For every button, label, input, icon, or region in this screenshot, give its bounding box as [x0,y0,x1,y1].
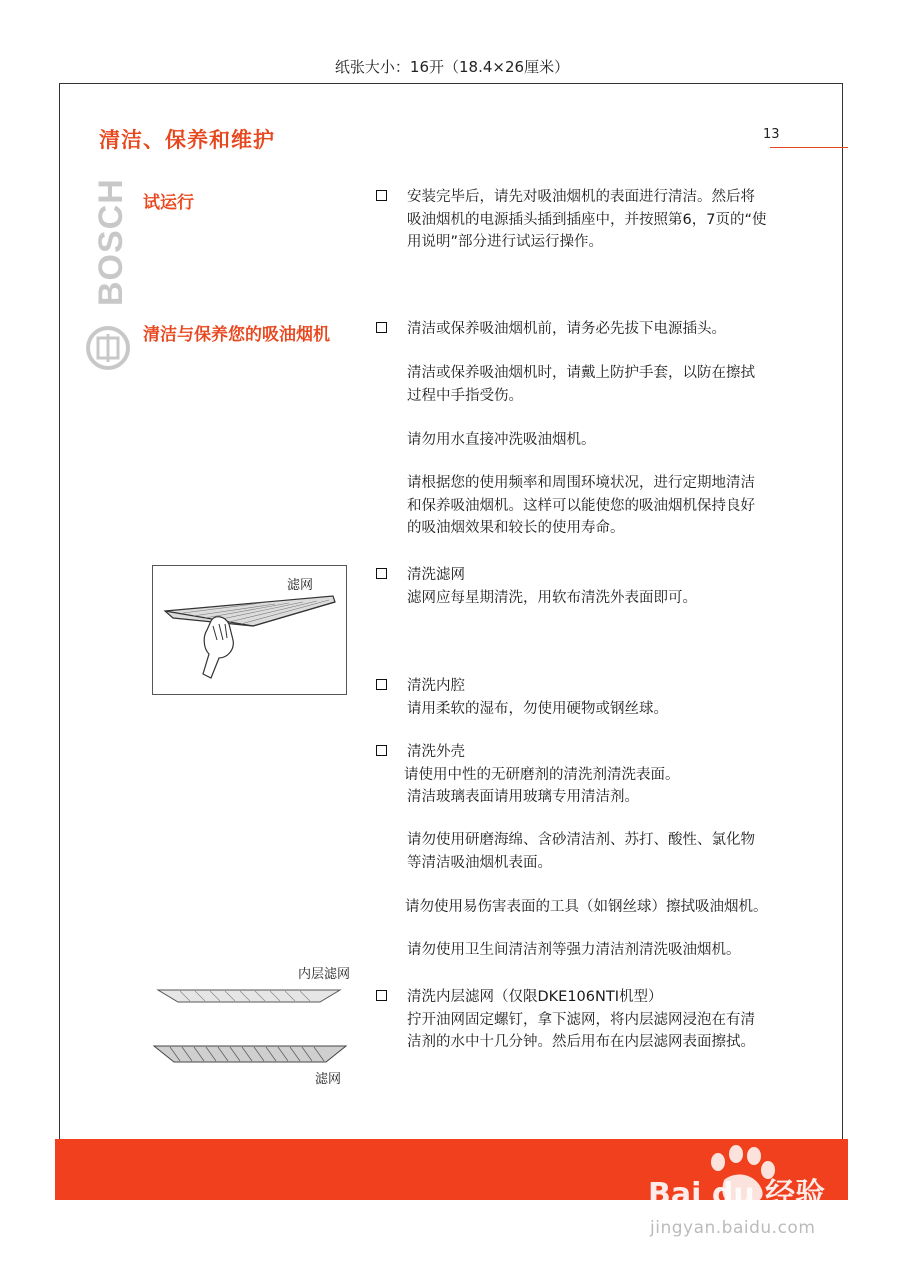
list-item [376,675,816,720]
list-item [376,829,816,874]
item-text: 请使用中性的无研磨剂的清洗剂清洗表面。 [404,766,680,783]
paper-size-note: 纸张大小：16开（18.4×26厘米） [334,58,570,76]
list-item [376,186,816,254]
list-item [376,896,836,919]
item-text: 请勿用水直接冲洗吸油烟机。 [407,432,596,448]
item-text: 请勿使用卫生间清洁剂等强力清洁剂清洗吸油烟机。 [407,942,741,958]
list-item [376,564,816,609]
item-text: 用说明”部分进行试运行操作。 [407,234,604,250]
filter-cleaning-illustration [152,565,347,695]
figure-label-filter: 滤网 [315,1072,342,1087]
watermark-url: jingyan.baidu.com [650,1218,816,1238]
item-text: 的吸油烟效果和较长的使用寿命。 [407,520,625,536]
item-text: 拧开油网固定螺钉，拿下滤网，将内层滤网浸泡在有清 [407,1011,755,1028]
list-item [376,939,816,962]
item-text: 清洁或保养吸油烟机前，请务必先拔下电源插头。 [407,321,726,337]
list-item [376,362,816,407]
item-text: 滤网应每星期清洗，用软布清洗外表面即可。 [407,589,697,606]
figure-label: 滤网 [287,578,314,593]
item-text: 过程中手指受伤。 [407,387,523,404]
checkbox-icon [376,568,387,579]
checkbox-icon [376,745,387,756]
page-number-rule [770,147,848,148]
checkbox-icon [376,322,387,333]
item-text: 请根据您的使用频率和周围环境状况，进行定期地清洁 [407,475,755,491]
inner-filter-illustration [150,982,350,1082]
item-text: 吸油烟机的电源插头插到插座中，并按照第6，7页的“使 [407,211,767,228]
list-item [376,741,816,809]
item-title: 清洗内层滤网（仅限DKE106NTI机型） [407,989,663,1005]
item-text: 请勿使用易伤害表面的工具（如钢丝球）擦拭吸油烟机。 [405,899,768,915]
item-text: 清洁或保养吸油烟机时，请戴上防护手套，以防在擦拭 [407,365,755,381]
list-item [376,986,816,1054]
baidu-logo-text: Bai du 经验 [648,1177,826,1212]
bosch-logo [86,176,130,372]
list-item [376,472,816,540]
page-title: 清洁、保养和维护 [99,128,275,152]
checkbox-icon [376,679,387,690]
item-text: 和保养吸油烟机。这样可以能使您的吸油烟机保持良好 [407,497,755,514]
heading-trial-run: 试运行 [143,193,194,213]
page-number: 13 [763,127,780,142]
checkbox-icon [376,190,387,201]
bosch-wordmark: BOSCH [92,178,130,306]
figure-label-inner-filter: 内层滤网 [298,967,351,982]
item-title: 清洗滤网 [407,567,465,583]
item-text: 安装完毕后，请先对吸油烟机的表面进行清洁。然后将 [407,189,755,205]
item-text: 洁剂的水中十几分钟。然后用布在内层滤网表面擦拭。 [407,1034,755,1050]
item-title: 清洗外壳 [407,744,465,760]
item-text: 清洁玻璃表面请用玻璃专用清洁剂。 [407,789,639,805]
checkbox-icon [376,990,387,1001]
item-title: 清洗内腔 [407,678,465,694]
item-text: 请用柔软的湿布，勿使用硬物或钢丝球。 [407,700,668,717]
item-text: 等清洁吸油烟机表面。 [407,854,552,871]
heading-cleaning: 清洁与保养您的吸油烟机 [143,325,330,345]
list-item [376,318,816,341]
list-item [376,429,816,452]
item-text: 请勿使用研磨海绵、含砂清洁剂、苏打、酸性、氯化物 [407,832,755,848]
